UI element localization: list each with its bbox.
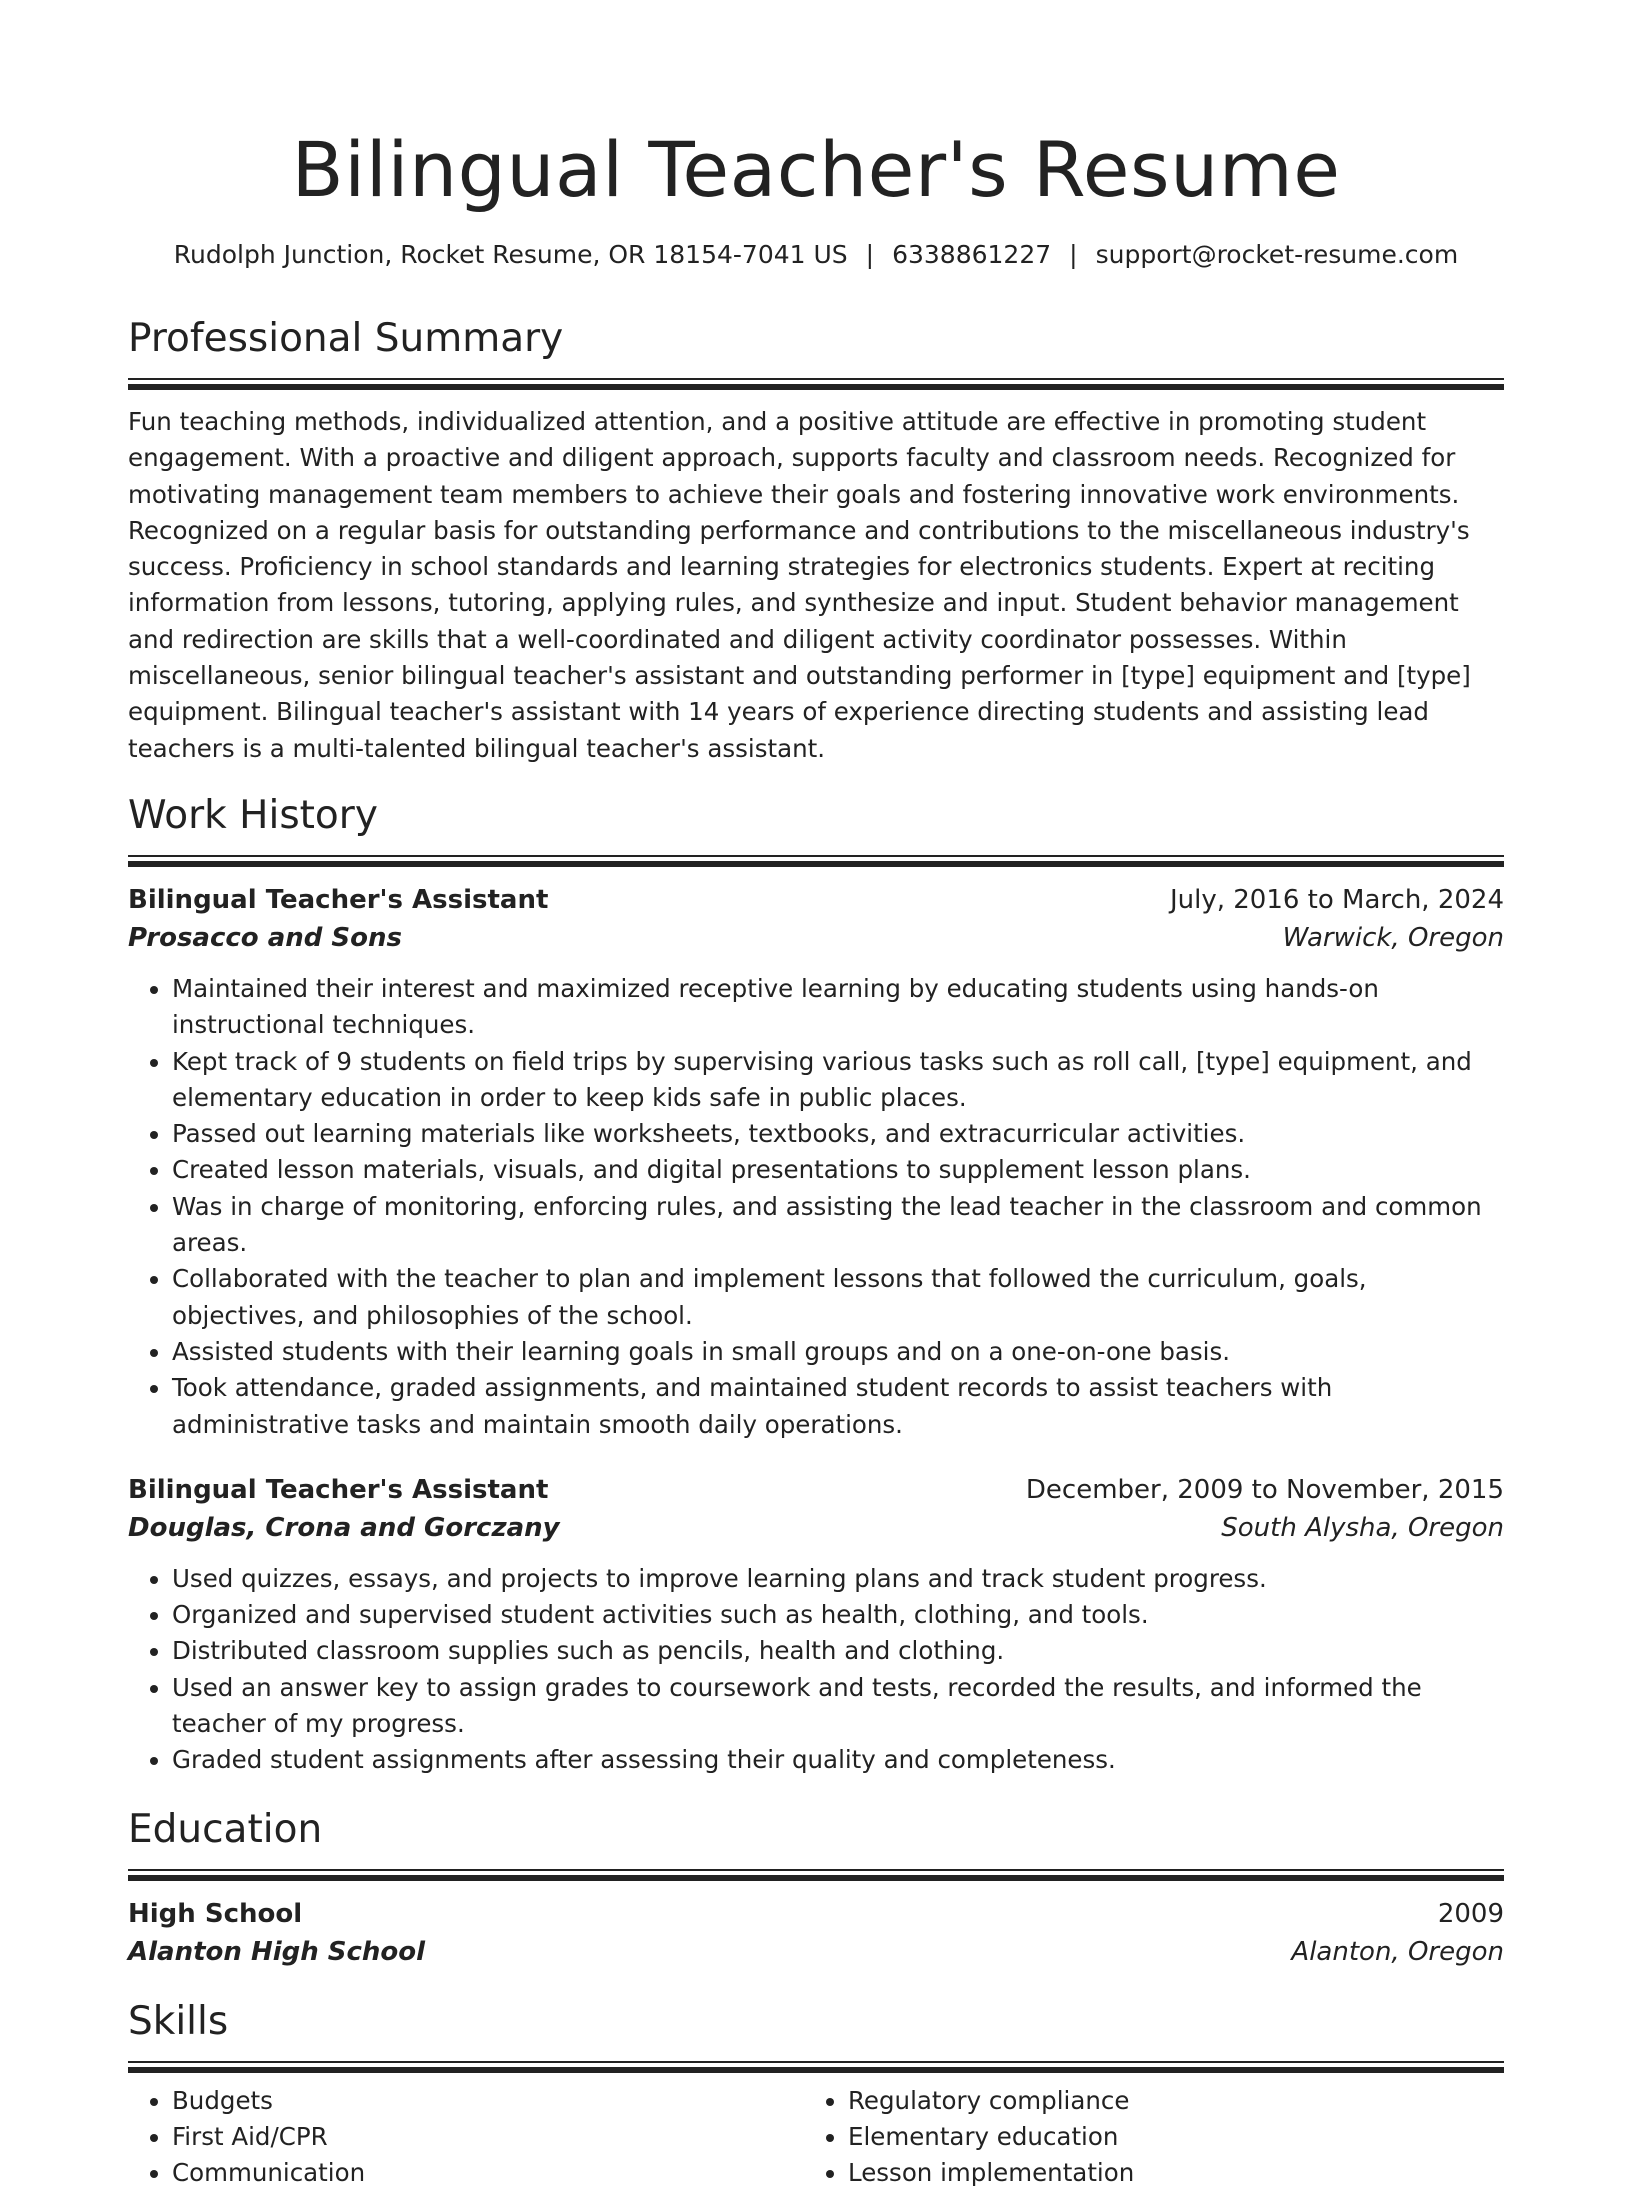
skill-item: • First Aid/CPR bbox=[172, 2119, 804, 2155]
skill-item: • Elementary education bbox=[848, 2119, 1480, 2155]
list-item: • Kept track of 9 students on field trips by supervising various tasks such as roll call, [type] equipment, and elementary education in order to keep kids safe in public places. bbox=[172, 1044, 1504, 1117]
resume-title: Bilingual Teacher's Resume bbox=[291, 125, 1341, 214]
education-location: Alanton, Oregon bbox=[1291, 1936, 1504, 1967]
contact-email: support@rocket-resume.com bbox=[1095, 240, 1459, 269]
list-item: • Passed out learning materials like worksheets, textbooks, and extracurricular activities. bbox=[172, 1116, 1504, 1152]
contact-line bbox=[128, 238, 1504, 272]
contact-separator: | bbox=[865, 240, 875, 269]
list-item: • Distributed classroom supplies such as pencils, health and clothing. bbox=[172, 1633, 1504, 1669]
section-divider bbox=[128, 378, 1504, 390]
section-heading-skills: Skills bbox=[128, 1998, 229, 2044]
job-location: Warwick, Oregon bbox=[1282, 922, 1504, 953]
list-item: • Organized and supervised student activities such as health, clothing, and tools. bbox=[172, 1597, 1504, 1633]
job-bullets bbox=[128, 971, 1504, 1443]
job-location: South Alysha, Oregon bbox=[1221, 1512, 1504, 1543]
job-dates: July, 2016 to March, 2024 bbox=[1169, 884, 1504, 915]
job-title: Bilingual Teacher's Assistant bbox=[128, 1474, 549, 1505]
job-header-row bbox=[128, 1471, 1504, 1509]
job-employer-row bbox=[128, 919, 1504, 957]
job-employer-row bbox=[128, 1509, 1504, 1547]
list-item: • Was in charge of monitoring, enforcing rules, and assisting the lead teacher in the classroom and common areas. bbox=[172, 1189, 1504, 1262]
job-employer: Prosacco and Sons bbox=[128, 922, 402, 953]
contact-phone: 6338861227 bbox=[892, 240, 1052, 269]
skill-item: • Budgets bbox=[172, 2083, 804, 2119]
section-divider bbox=[128, 855, 1504, 867]
list-item: • Used an answer key to assign grades to coursework and tests, recorded the results, and informed the teacher of my progress. bbox=[172, 1670, 1504, 1743]
section-heading-education: Education bbox=[128, 1806, 323, 1852]
skills-columns bbox=[128, 2083, 1504, 2192]
list-item: • Used quizzes, essays, and projects to improve learning plans and track student progress. bbox=[172, 1561, 1504, 1597]
skill-item: • Lesson implementation bbox=[848, 2155, 1480, 2191]
section-heading-work-history: Work History bbox=[128, 792, 378, 838]
list-item: • Collaborated with the teacher to plan and implement lessons that followed the curriculum, goals, objectives, and philosophies of the school. bbox=[172, 1261, 1504, 1334]
job-bullets bbox=[128, 1561, 1504, 1779]
skills-list-right bbox=[804, 2083, 1480, 2192]
job-dates: December, 2009 to November, 2015 bbox=[1025, 1474, 1504, 1505]
section-divider bbox=[128, 1869, 1504, 1881]
education-school: Alanton High School bbox=[128, 1936, 426, 1967]
list-item: • Maintained their interest and maximized receptive learning by educating students using hands-on instructional techniques. bbox=[172, 971, 1504, 1044]
job-employer: Douglas, Crona and Gorczany bbox=[128, 1512, 560, 1543]
job-entry bbox=[128, 881, 1504, 1443]
section-heading-summary: Professional Summary bbox=[128, 316, 564, 361]
education-entry bbox=[128, 1895, 1504, 1971]
job-title: Bilingual Teacher's Assistant bbox=[128, 884, 549, 915]
list-item: • Took attendance, graded assignments, and maintained student records to assist teachers with administrative tasks and maintain smooth daily operations. bbox=[172, 1370, 1504, 1443]
contact-separator: | bbox=[1069, 240, 1078, 269]
education-year: 2009 bbox=[1437, 1898, 1504, 1929]
skill-item: • Regulatory compliance bbox=[848, 2083, 1480, 2119]
job-entry bbox=[128, 1471, 1504, 1779]
education-degree: High School bbox=[128, 1898, 303, 1929]
list-item: • Assisted students with their learning goals in small groups and on a one-on-one basis. bbox=[172, 1334, 1504, 1370]
skill-item: • Communication bbox=[172, 2155, 804, 2191]
education-school-row bbox=[128, 1933, 1504, 1971]
education-header-row bbox=[128, 1895, 1504, 1933]
resume-page bbox=[128, 0, 1504, 2192]
list-item: • Graded student assignments after assessing their quality and completeness. bbox=[172, 1742, 1504, 1778]
section-divider bbox=[128, 2061, 1504, 2073]
summary-text: Fun teaching methods, individualized attention, and a positive attitude are effective in promoting student engagement. With a proactive and diligent approach, supports faculty and classroom needs. Recognized for motivating management team members to achieve their goals and fostering innovative work environments. Recognized on a regular basis for outstanding performance and contributions to the miscellaneous industry's success. Proficiency in school standards and learning strategies for electronics students. Expert at reciting information from lessons, tutoring, applying rules, and synthesize and input. Student behavior management and redirection are skills that a well-coordinated and diligent activity coordinator possesses. Within miscellaneous, senior bilingual teacher's assistant and outstanding performer in [type] equipment and [type] equipment. Bilingual teacher's assistant with 14 years of experience directing students and assisting lead teachers is a multi-talented bilingual teacher's assistant. bbox=[128, 407, 1471, 763]
list-item: • Created lesson materials, visuals, and digital presentations to supplement lesson plans. bbox=[172, 1152, 1504, 1188]
contact-address: Rudolph Junction, Rocket Resume, OR 18154-7041 US bbox=[173, 240, 848, 269]
skills-list-left bbox=[128, 2083, 804, 2192]
job-header-row bbox=[128, 881, 1504, 919]
